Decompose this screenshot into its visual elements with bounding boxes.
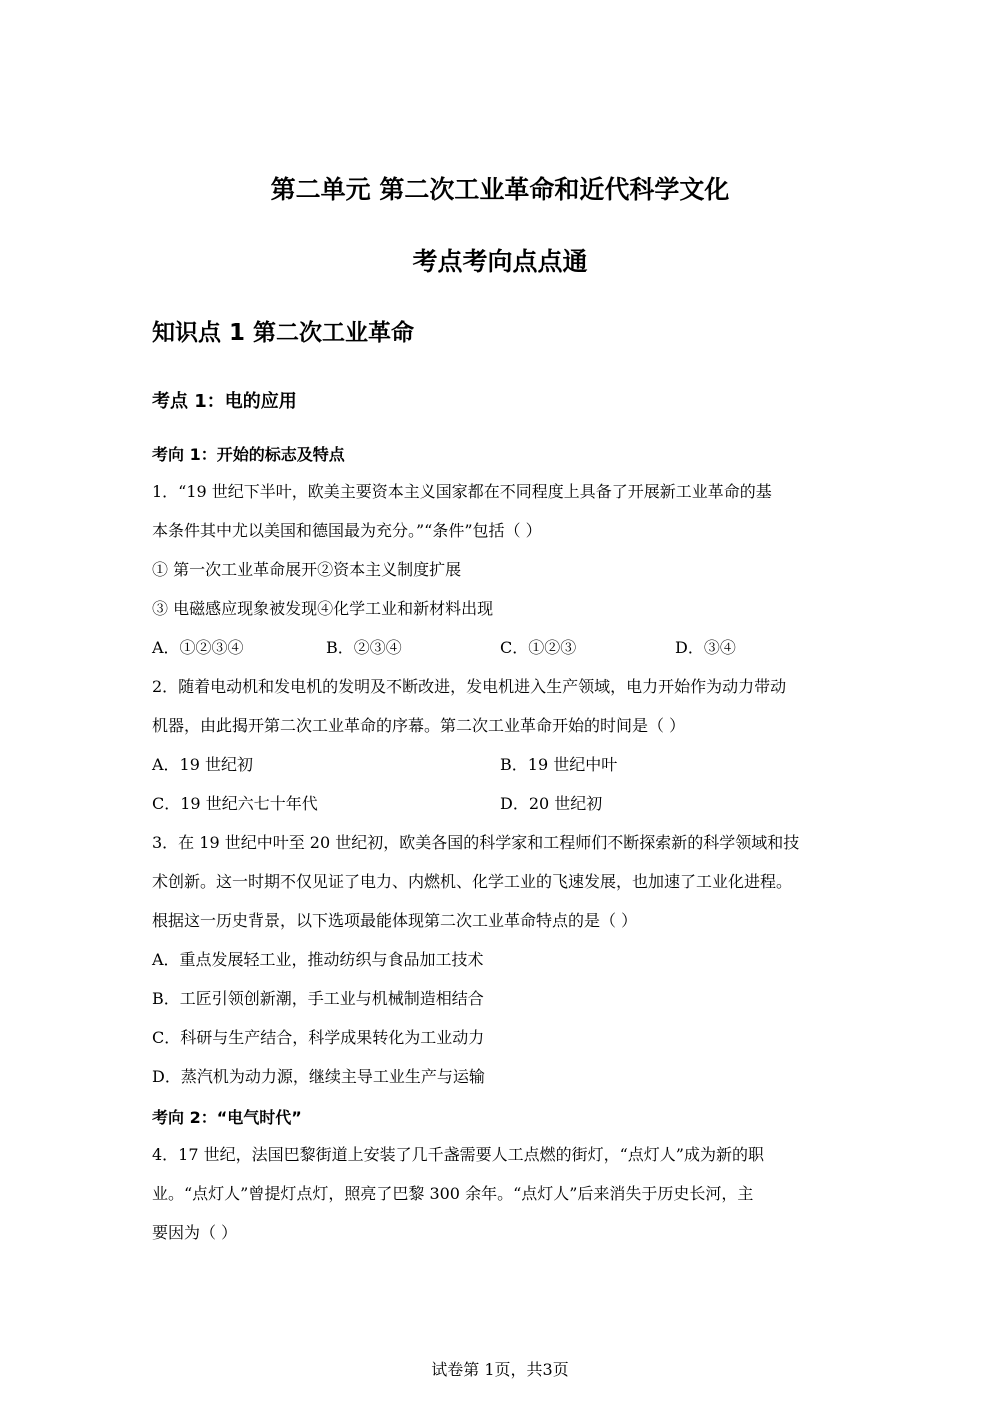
question-1-line-1: 1．“19 世纪下半叶，欧美主要资本主义国家都在不同程度上具备了开展新工业革命的基 [152, 482, 772, 501]
question-4-line-1: 4．17 世纪，法国巴黎街道上安装了几千盏需要人工点燃的街灯，“点灯人”成为新的职 [152, 1145, 764, 1164]
question-3-line-2: 术创新。这一时期不仅见证了电力、内燃机、化学工业的飞速发展，也加速了工业化进程。 [152, 872, 793, 891]
question-4-line-2: 业。“点灯人”曾提灯点灯，照亮了巴黎 300 余年。“点灯人”后来消失于历史长河，主 [152, 1184, 754, 1203]
question-1-line-2: 本条件其中尤以美国和德国最为充分。”“条件”包括（ ） [152, 521, 542, 540]
question-1-line-3: ① 第一次工业革命展开②资本主义制度扩展 [152, 560, 462, 579]
kaodian-heading: 考点 1：电的应用 [152, 391, 297, 412]
page-subtitle: 考点考向点点通 [412, 247, 588, 276]
question-3-option-c: C．科研与生产结合，科学成果转化为工业动力 [152, 1028, 485, 1047]
question-3-option-d: D．蒸汽机为动力源，继续主导工业生产与运输 [152, 1067, 485, 1086]
page-footer: 试卷第 1页，共3页 [431, 1360, 569, 1379]
question-1-option-b: B．②③④ [326, 638, 402, 657]
question-2-option-d: D．20 世纪初 [500, 794, 603, 813]
question-2-line-1: 2．随着电动机和发电机的发明及不断改进，发电机进入生产领域，电力开始作为动力带动 [152, 677, 787, 696]
page-title: 第二单元 第二次工业革命和近代科学文化 [270, 175, 730, 204]
knowledge-point-heading: 知识点 1 第二次工业革命 [152, 320, 415, 346]
kaoxiang-heading-1: 考向 1：开始的标志及特点 [152, 445, 345, 464]
question-3-option-b: B．工匠引领创新潮，手工业与机械制造相结合 [152, 989, 484, 1008]
question-1-option-d: D．③④ [675, 638, 736, 657]
question-3-option-a: A．重点发展轻工业，推动纺织与食品加工技术 [152, 950, 484, 969]
question-3-line-3: 根据这一历史背景，以下选项最能体现第二次工业革命特点的是（ ） [152, 911, 638, 930]
question-3-line-1: 3．在 19 世纪中叶至 20 世纪初，欧美各国的科学家和工程师们不断探索新的科学领域和技 [152, 833, 800, 852]
question-1-option-c: C．①②③ [500, 638, 577, 657]
question-2-option-b: B．19 世纪中叶 [500, 755, 618, 774]
question-4-line-3: 要因为（ ） [152, 1223, 238, 1242]
question-2-line-2: 机器，由此揭开第二次工业革命的序幕。第二次工业革命开始的时间是（ ） [152, 716, 686, 735]
question-2-option-c: C．19 世纪六七十年代 [152, 794, 318, 813]
question-1-option-a: A．①②③④ [152, 638, 244, 657]
kaoxiang-heading-2: 考向 2：“电气时代” [152, 1108, 302, 1127]
question-1-line-4: ③ 电磁感应现象被发现④化学工业和新材料出现 [152, 599, 494, 618]
question-2-option-a: A．19 世纪初 [152, 755, 254, 774]
